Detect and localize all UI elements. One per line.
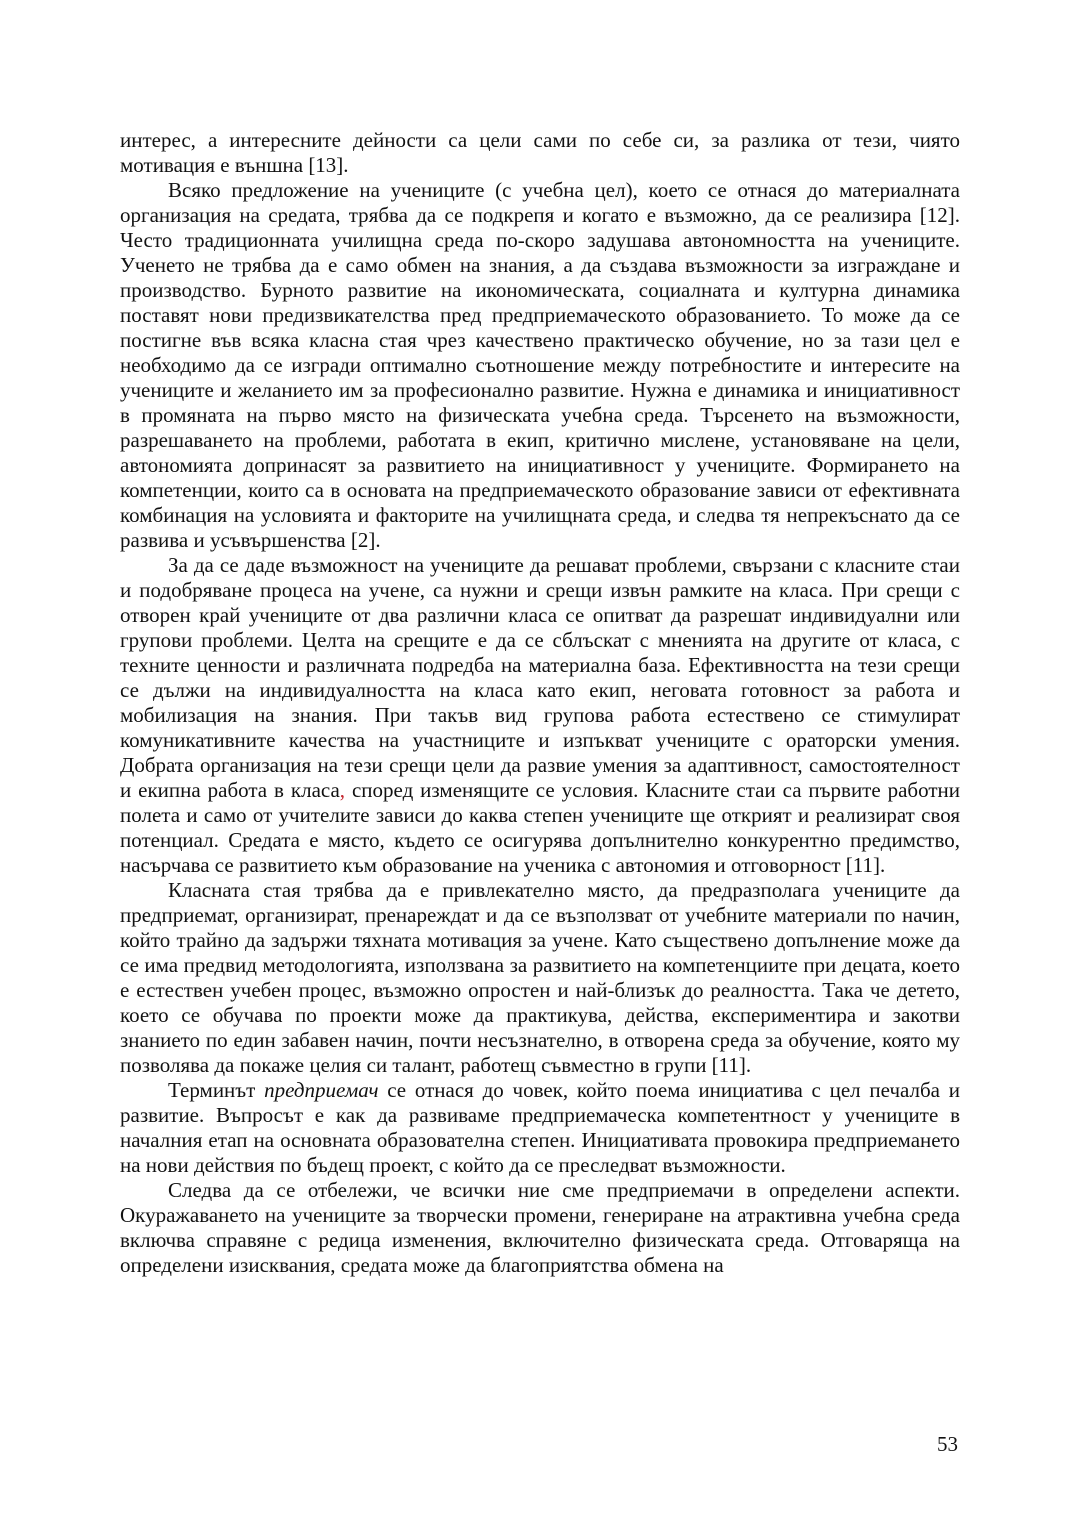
paragraph-text: се отнася до човек, който поема инициатива с цел печалба и развитие. Въпросът е как да развиваме предприемаческа компетентност у учениците в началния етап на основната образователна степен. Инициативата провокира предприемането на нови действия по бъдещ проект, с който да се преследват възможности.: [120, 1078, 960, 1177]
page-number: 53: [937, 1432, 958, 1456]
red-comma-mark: ,: [339, 778, 346, 802]
paragraph-meetings: [120, 553, 960, 878]
paragraph-continuation: [120, 128, 960, 178]
paragraph-text: Терминът: [168, 1078, 265, 1102]
paragraph-classroom: [120, 878, 960, 1078]
italic-term: предприемач: [264, 1078, 379, 1102]
paragraph-text: За да се даде възможност на учениците да решават проблеми, свързани с класните стаи и подобряване процеса на учене, са нужни и срещи извън рамките на класа. При срещи с отворен край учениците от два различни класа се опитват да разрешат индивидуални или групови проблеми. Целта на срещите е да се сблъскат с мненията на другите от класа, с техните ценности и различната подредба на материална база. Ефективността на тези срещи се дължи на индивидуалността на класа като екип, неговата готовност за работа и мобилизация на знания. При такъв вид групова работа естествено се стимулират комуникативните качества на участниците и изпъкват учениците с ораторски умения. Добрата организация на тези срещи цели да развие умения за адаптивност, самостоятелност и екипна работа в класа: [120, 553, 960, 802]
paragraph-text: Следва да се отбележи, че всички ние сме предприемачи в определени аспекти. Окуражаването на учениците за творчески промени, генериране на атрактивна учебна среда включва справяне с редица изменения, включително физическата среда. Отговаряща на определени изисквания, средата може да благоприятства обмена на: [120, 1178, 960, 1277]
paragraph-text: Класната стая трябва да е привлекателно място, да предразполага учениците да предприемат, организират, пренареждат и да се възползват от учебните материали по начин, който трайно да задържи тяхната мотивация за учене. Като съществено допълнение може да се има предвид методологията, използвана за развитието на компетенциите при децата, което е естествен учебен процес, възможно опростен и най-близък до реалността. Така че детето, което се обучава по проекти може да практикува, действа, експериментира и закотви знанието по един забавен начин, почти несъзнателно, в отворена среда за обучение, която му позволява да покаже целия си талант, работещ съвместно в групи [11].: [120, 878, 960, 1077]
paragraph-text: според изменящите се условия. Класните стаи са първите работни полета и само от учителите зависи до каква степен учениците ще открият и реализират своя потенциал. Средата е място, където се осигурява допълнително конкурентно предимство, насърчава се развитието към образование на ученика с автономия и отговорност [11].: [120, 778, 960, 877]
paragraph-conclusion: [120, 1178, 960, 1278]
paragraph-text: Всяко предложение на учениците (с учебна цел), което се отнася до материалната организация на средата, трябва да се подкрепя и когато е възможно, да се реализира [12]. Често традиционната училищна среда по-скоро задушава автономността на учениците. Ученето не трябва да е само обмен на знания, а да създава възможности за изграждане и производство. Бурното развитие на икономическата, социалната и културна динамика поставят нови предизвикателства пред предприемаческото образованието. То може да се постигне във всяка класна стая чрез качествено практическо обучение, но за тази цел е необходимо да се изгради оптимално съотношение между потребностите и интересите на учениците и желанието им за професионално развитие. Нужна е динамика и инициативност в промяната на първо място на физическата учебна среда. Търсенето на възможности, разрешаването на проблеми, работата в екип, критично мислене, установяване на цели, автономията допринасят за развитието на инициативност у учениците. Формирането на компетенции, които са в основата на предприемаческото образование зависи от ефективната комбинация на условията и факторите на училищната среда, и следва тя непрекъснато да се развива и усъвършенства [2].: [120, 178, 960, 552]
paragraph-entrepreneur-term: [120, 1078, 960, 1178]
paragraph-proposals: [120, 178, 960, 553]
paragraph-text: интерес, а интересните дейности са цели сами по себе си, за разлика от тези, чиято мотивация е външна [13].: [120, 128, 960, 177]
body-text: [120, 128, 960, 1278]
